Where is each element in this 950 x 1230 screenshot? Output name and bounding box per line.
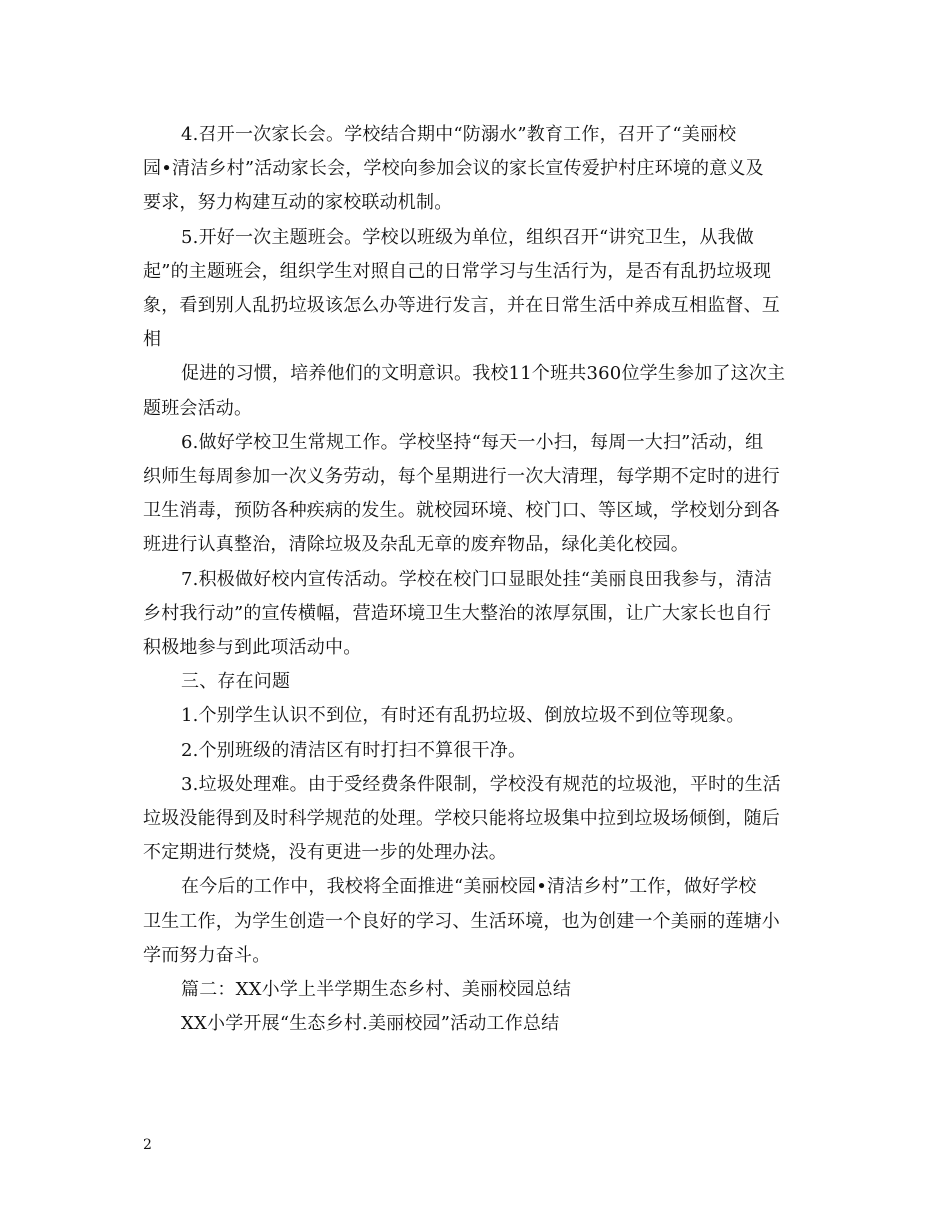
text-line: 起”的主题班会，组织学生对照自己的日常学习与生活行为，是否有乱扔垃圾现 [143, 260, 772, 282]
text-line: 卫生消毒，预防各种疾病的发生。就校园环境、校门口、等区域，学校划分到各 [143, 500, 780, 522]
text-line: 5.开好一次主题班会。学校以班级为单位，组织召开“讲究卫生，从我做 [181, 226, 754, 248]
text-line: 垃圾没能得到及时科学规范的处理。学校只能将垃圾集中拉到垃圾场倾倒，随后 [143, 808, 780, 830]
text-line: 题班会活动。 [143, 397, 253, 419]
text-line: 织师生每周参加一次义务劳动，每个星期进行一次大清理，每学期不定时的进行 [143, 466, 780, 488]
document-title-line: XX小学开展“生态乡村.美丽校园”活动工作总结 [181, 1013, 560, 1035]
text-line: 4.召开一次家长会。学校结合期中“防溺水”教育工作，召开了“美丽校 [181, 124, 737, 145]
text-line: 要求，努力构建互动的家校联动机制。 [143, 192, 453, 214]
text-line: 6.做好学校卫生常规工作。学校坚持“每天一小扫，每周一大扫”活动，组 [181, 431, 764, 453]
page-number: 2 [143, 1137, 152, 1153]
text-line: 3.垃圾处理难。由于受经费条件限制，学校没有规范的垃圾池，平时的生活 [181, 773, 781, 795]
text-line: 促进的习惯，培养他们的文明意识。我校11个班共360位学生参加了这次主 [181, 363, 786, 385]
text-line: 卫生工作，为学生创造一个良好的学习、生活环境，也为创建一个美丽的莲塘小 [143, 910, 780, 932]
document-body [143, 118, 807, 1041]
text-line: 相 [143, 329, 162, 351]
text-line: 象，看到别人乱扔垃圾该怎么办等进行发言，并在日常生活中养成互相监督、互 [143, 295, 780, 317]
text-line: 乡村我行动”的宣传横幅，营造环境卫生大整治的浓厚氛围，让广大家长也自行 [143, 602, 772, 624]
text-line: 园•清洁乡村”活动家长会，学校向参加会议的家长宣传爱护村庄环境的意义及 [143, 158, 764, 180]
text-line: 1.个别学生认识不到位，有时还有乱扔垃圾、倒放垃圾不到位等现象。 [181, 705, 745, 727]
text-line: 7.积极做好校内宣传活动。学校在校门口显眼处挂“美丽良田我参与，清洁 [181, 568, 773, 590]
text-line: 学而努力奋斗。 [143, 944, 271, 966]
text-line: 2.个别班级的清洁区有时打扫不算很干净。 [181, 739, 527, 761]
section-heading: 三、存在问题 [181, 671, 291, 693]
section-heading: 篇二：XX小学上半学期生态乡村、美丽校园总结 [181, 979, 572, 1001]
text-line: 班进行认真整治，清除垃圾及杂乱无章的废弃物品，绿化美化校园。 [143, 534, 689, 556]
text-line: 在今后的工作中，我校将全面推进“美丽校园•清洁乡村”工作，做好学校 [181, 876, 757, 898]
text-line: 积极地参与到此项活动中。 [143, 637, 362, 659]
text-line: 不定期进行焚烧，没有更进一步的处理办法。 [143, 842, 507, 864]
